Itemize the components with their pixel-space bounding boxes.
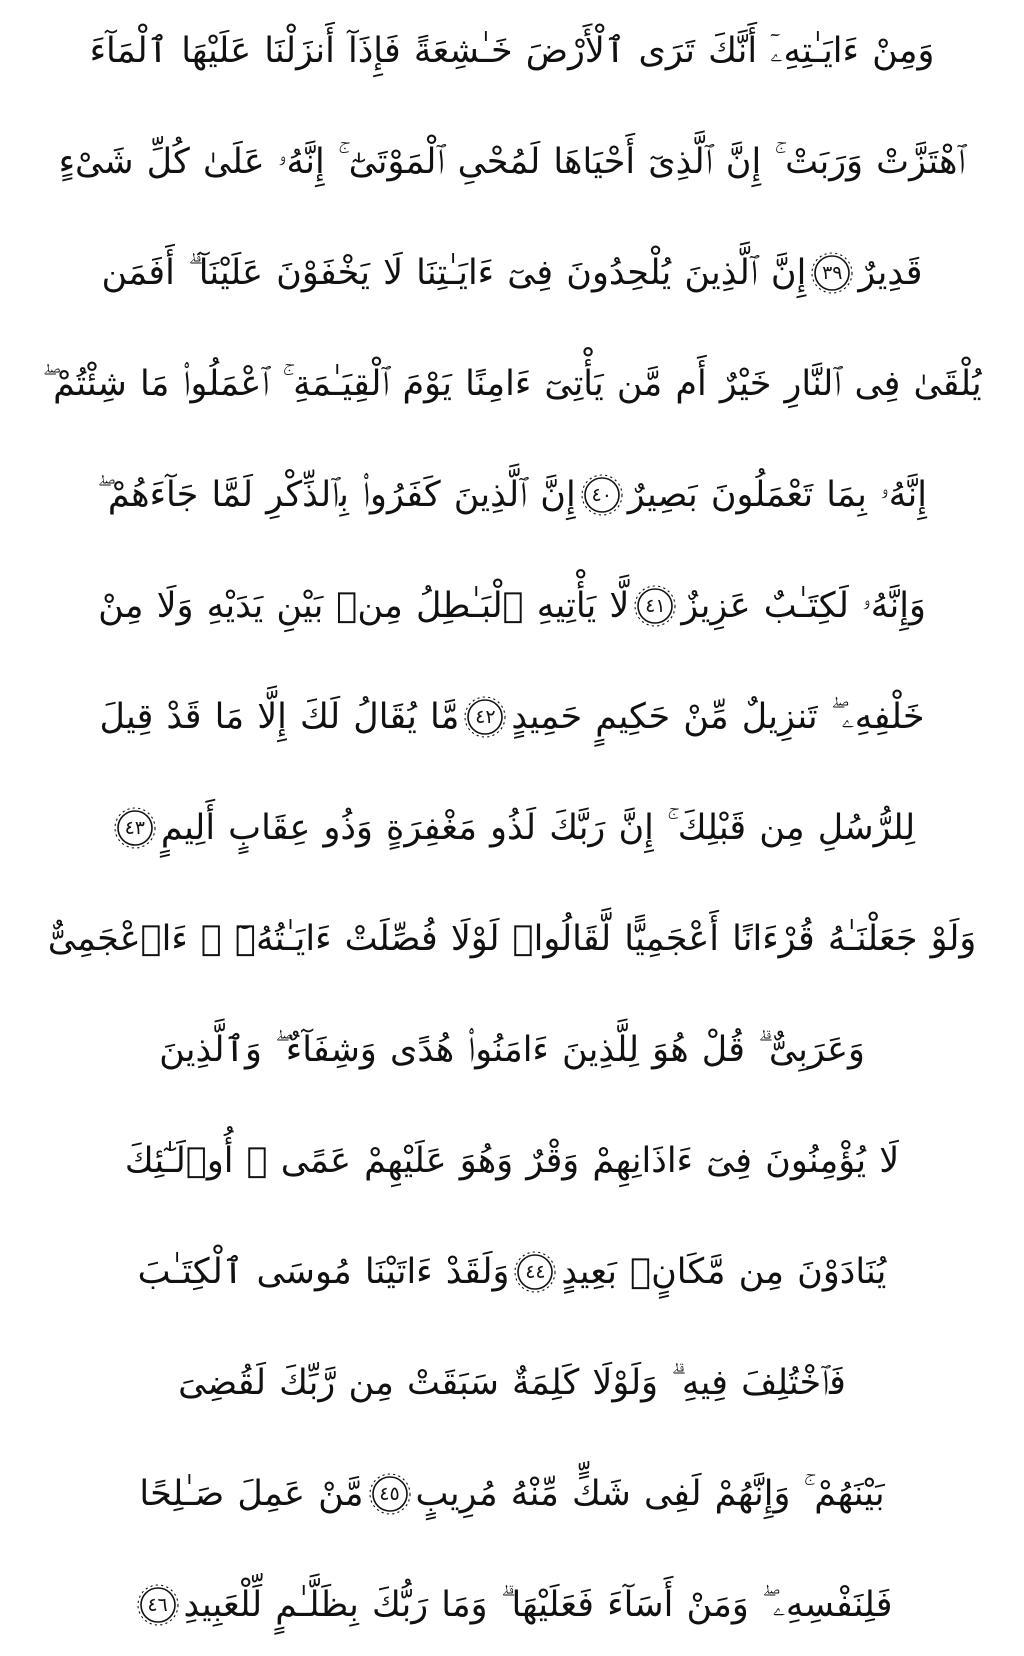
- ayah-end-marker-icon: [513, 1250, 557, 1294]
- line-text-after: لَّا يَأْتِيهِ ٱلْبَـٰطِلُ مِنۢ بَيْنِ يَدَيْهِ وَلَا مِنْ: [98, 585, 630, 626]
- line-text: وَمِنْ ءَايَـٰتِهِۦٓ أَنَّكَ تَرَى ٱلْأَرْضَ خَـٰشِعَةً فَإِذَآ أَنزَلْنَا عَلَيْهَا ٱلْمَآءَ: [89, 30, 935, 71]
- line-text: يُلْقَىٰ فِى ٱلنَّارِ خَيْرٌ أَم مَّن يَأْتِىٓ ءَامِنًا يَوْمَ ٱلْقِيَـٰمَةِ ۚ ٱعْمَلُوا۟ مَا شِئْتُمْ ۖ: [42, 363, 982, 404]
- ayah-end-marker-icon: [810, 251, 854, 295]
- line-text: وَلَوْ جَعَلْنَـٰهُ قُرْءَانًا أَعْجَمِيًّا لَّقَالُوا۟ لَوْلَا فُصِّلَتْ ءَايَـٰتُهُۥٓ ۖ ءَا۬عْجَمِىٌّ: [47, 918, 977, 959]
- line-text: وَعَرَبِىٌّ ۗ قُلْ هُوَ لِلَّذِينَ ءَامَنُوا۟ هُدًى وَشِفَآءٌ ۖ وَٱلَّذِينَ: [159, 1029, 865, 1070]
- quran-line-5: [30, 462, 994, 528]
- quran-line-1: [30, 18, 994, 84]
- mushaf-text-block: [30, 18, 994, 1638]
- quran-line-8: [30, 795, 994, 861]
- ayah-number: ٤١: [645, 595, 666, 617]
- line-text: لَا يُؤْمِنُونَ فِىٓ ءَاذَانِهِمْ وَقْرٌ وَهُوَ عَلَيْهِمْ عَمًى ۚ أُو۟لَـٰٓئِكَ: [124, 1140, 900, 1181]
- line-text-after: إِنَّ ٱلَّذِينَ كَفَرُوا۟ بِٱلذِّكْرِ لَمَّا جَآءَهُمْ ۖ: [97, 474, 576, 515]
- ayah-end-marker-icon: [136, 1583, 180, 1627]
- line-text-after: وَلَقَدْ ءَاتَيْنَا مُوسَى ٱلْكِتَـٰبَ: [137, 1251, 510, 1292]
- line-text: لِلرُّسُلِ مِن قَبْلِكَ ۚ إِنَّ رَبَّكَ لَذُو مَغْفِرَةٍ وَذُو عِقَابٍ أَلِيمٍ: [160, 807, 916, 848]
- ayah-number: ٤٥: [379, 1483, 400, 1505]
- line-text: يُنَادَوْنَ مِن مَّكَانٍۭ بَعِيدٍ: [561, 1251, 887, 1292]
- line-text: إِنَّهُۥ بِمَا تَعْمَلُونَ بَصِيرٌ: [627, 474, 927, 515]
- line-text: ٱهْتَزَّتْ وَرَبَتْ ۚ إِنَّ ٱلَّذِىٓ أَحْيَاهَا لَمُحْىِ ٱلْمَوْتَىٰٓ ۚ إِنَّهُۥ عَلَىٰ كُلِّ شَىْءٍ: [58, 141, 966, 182]
- line-text-after: إِنَّ ٱلَّذِينَ يُلْحِدُونَ فِىٓ ءَايَـٰتِنَا لَا يَخْفَوْنَ عَلَيْنَآ ۗ أَفَمَن: [101, 252, 807, 293]
- line-text: خَلْفِهِۦ ۖ تَنزِيلٌ مِّنْ حَكِيمٍ حَمِيدٍ: [511, 696, 925, 737]
- quran-line-2: [30, 129, 994, 195]
- ayah-number: ٤٤: [525, 1261, 546, 1283]
- quran-line-10: [30, 1017, 994, 1083]
- line-text-after: مَّا يُقَالُ لَكَ إِلَّا مَا قَدْ قِيلَ: [99, 696, 460, 737]
- ayah-end-marker-icon: [368, 1472, 412, 1516]
- ayah-number: ٤٦: [147, 1594, 168, 1616]
- line-text: وَإِنَّهُۥ لَكِتَـٰبٌ عَزِيزٌ: [681, 585, 926, 626]
- line-text: قَدِيرٌ: [858, 252, 923, 293]
- ayah-end-marker-icon: [633, 584, 677, 628]
- ayah-end-marker-icon: [113, 806, 157, 850]
- quran-line-9: [30, 906, 994, 972]
- line-text: فَلِنَفْسِهِۦ ۖ وَمَنْ أَسَآءَ فَعَلَيْهَا ۗ وَمَا رَبُّكَ بِظَلَّـٰمٍ لِّلْعَبِيدِ: [183, 1584, 893, 1625]
- ayah-number: ٣٩: [822, 262, 843, 284]
- line-text: بَيْنَهُمْ ۚ وَإِنَّهُمْ لَفِى شَكٍّ مِّنْهُ مُرِيبٍ: [415, 1473, 885, 1514]
- ayah-number: ٤٢: [475, 706, 496, 728]
- quran-line-11: [30, 1128, 994, 1194]
- quran-line-12: [30, 1239, 994, 1305]
- quran-line-4: [30, 351, 994, 417]
- ayah-end-marker-icon: [580, 473, 624, 517]
- ayah-end-marker-icon: [463, 695, 507, 739]
- quran-line-15: [30, 1572, 994, 1638]
- line-text-after: مَّنْ عَمِلَ صَـٰلِحًا: [139, 1473, 364, 1514]
- quran-line-7: [30, 684, 994, 750]
- quran-line-14: [30, 1461, 994, 1527]
- quran-line-3: [30, 240, 994, 306]
- ayah-number: ٤٣: [124, 817, 146, 839]
- ayah-number: ٤٠: [591, 484, 612, 506]
- quran-line-6: [30, 573, 994, 639]
- quran-line-13: [30, 1350, 994, 1416]
- line-text: فَٱخْتُلِفَ فِيهِ ۗ وَلَوْلَا كَلِمَةٌ سَبَقَتْ مِن رَّبِّكَ لَقُضِىَ: [178, 1362, 846, 1403]
